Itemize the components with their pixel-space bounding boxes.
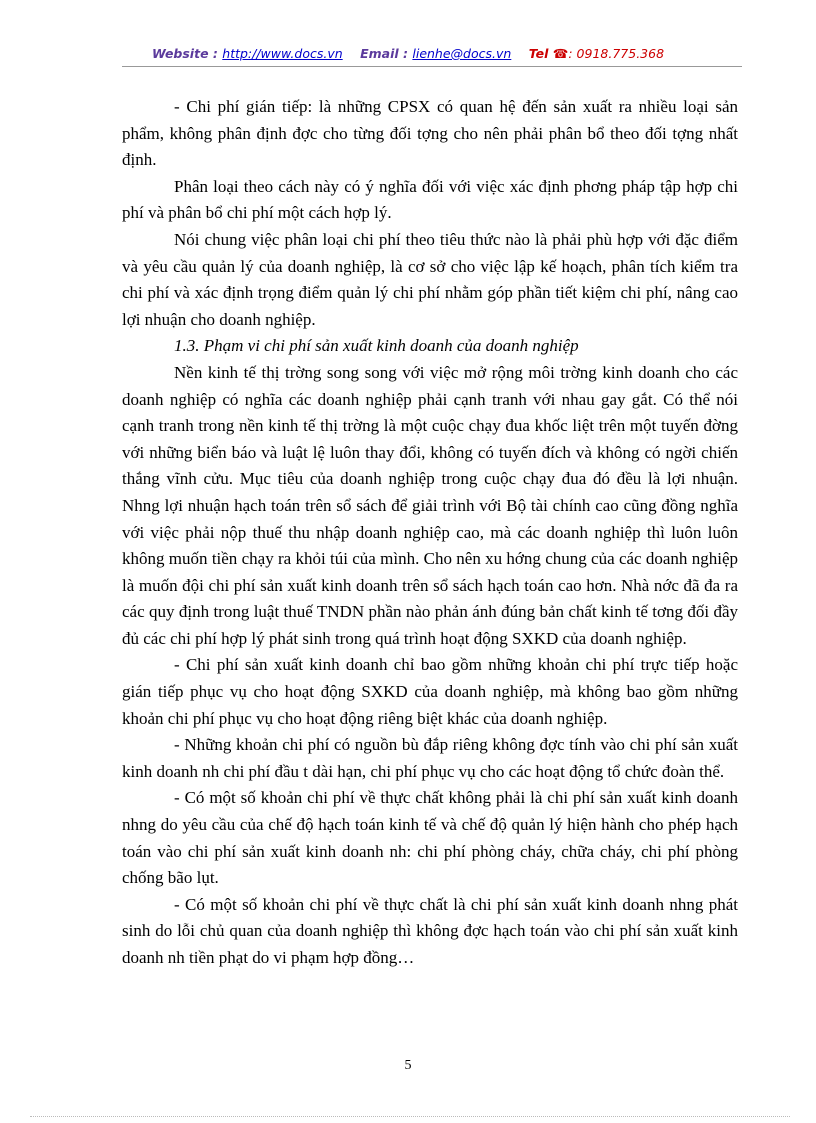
paragraph: - Những khoản chi phí có nguồn bù đắp riêng không đợc tính vào chi phí sản xuất kinh doanh nh chi phí đầu t dài hạn, chi phí phục vụ cho các hoạt động tổ chức đoàn thể. — [122, 735, 738, 781]
paragraph: Nói chung việc phân loại chi phí theo tiêu thức nào là phải phù hợp với đặc điểm và yêu cầu quản lý của doanh nghiệp, là cơ sở cho việc lập kế hoạch, phân tích kiểm tra chi phí và xác định trọng điểm quản lý chi phí nhằm góp phần tiết kiệm chi phí, nâng cao lợi nhuận cho doanh nghiệp. — [122, 229, 738, 329]
paragraph: - Có một số khoản chi phí về thực chất không phải là chi phí sản xuất kinh doanh nhng do yêu cầu của chế độ hạch toán kinh tế và chế độ quản lý hiện hành cho phép hạch toán vào chi phí sản xuất kinh doanh nh: chi phí phòng cháy, chữa cháy, chi phí phòng chống bão lụt. — [122, 788, 738, 888]
page-number: 5 — [404, 1058, 412, 1073]
email-label: Email : — [360, 46, 409, 61]
email-link[interactable]: lienhe@docs.vn — [412, 46, 512, 61]
document-body — [122, 94, 738, 972]
paragraph: - Chi phí gián tiếp: là những CPSX có quan hệ đến sản xuất ra nhiều loại sản phẩm, không phân định đợc cho từng đối tợng cho nên phải phân bổ theo đối tợng nhất định. — [122, 97, 738, 170]
paragraph: - Có một số khoản chi phí về thực chất là chi phí sản xuất kinh doanh nhng phát sinh do lỗi chủ quan của doanh nghiệp thì không đợc hạch toán vào chi phí sản xuất kinh doanh nh tiền phạt do vi phạm hợp đồng… — [122, 894, 738, 967]
phone-number: : 0918.775.368 — [568, 46, 665, 61]
paragraph: Phân loại theo cách này có ý nghĩa đối với việc xác định phơng pháp tập hợp chi phí và phân bổ chi phí một cách hợp lý. — [122, 176, 738, 223]
header-divider — [122, 66, 742, 67]
paragraph: Nền kinh tế thị trờng song song với việc mở rộng môi trờng kinh doanh cho các doanh nghiệp có nghĩa các doanh nghiệp phải cạnh tranh với nhau gay gắt. Có thể nói cạnh tranh trong nền kinh tế thị trờng là một cuộc chạy đua khốc liệt trên một tuyến đờng với những biển báo và luật lệ luôn thay đổi, không có tuyến đích và không có ngời chiến thắng vĩnh cửu. Mục tiêu của doanh nghiệp trong cuộc chạy đua đó đều là lợi nhuận. Nhng lợi nhuận hạch toán trên sổ sách để giải trình với Bộ tài chính cao cũng đồng nghĩa với việc phải nộp thuế thu nhập doanh nghiệp cao, mà các doanh nghiệp thì luôn luôn không muốn tiền chạy ra khỏi túi của mình. Cho nên xu hớng chung của các doanh nghiệp là muốn đội chi phí sản xuất kinh doanh trên sổ sách hạch toán cao hơn. Nhà nớc đã đa ra các quy định trong luật thuế TNDN phần nào phản ánh đúng bản chất kinh tế tơng đối đầy đủ các chi phí hợp lý phát sinh trong quá trình hoạt động SXKD của doanh nghiệp. — [122, 362, 738, 648]
website-label: Website : — [151, 46, 218, 61]
paragraph: - Chi phí sản xuất kinh doanh chỉ bao gồm những khoản chi phí trực tiếp hoặc gián tiếp phục vụ cho hoạt động SXKD của doanh nghiệp, mà không bao gồm những khoản chi phí phục vụ cho hoạt động riêng biệt khác của doanh nghiệp. — [122, 655, 738, 728]
tel-label: Tel — [528, 46, 549, 61]
section-heading: 1.3. Phạm vi chi phí sản xuất kinh doanh của doanh nghiệp — [174, 336, 579, 356]
website-link[interactable]: http://www.docs.vn — [222, 46, 343, 61]
phone-icon: ☎ — [552, 46, 569, 61]
page-header — [0, 46, 816, 61]
footer-divider — [30, 1116, 790, 1117]
